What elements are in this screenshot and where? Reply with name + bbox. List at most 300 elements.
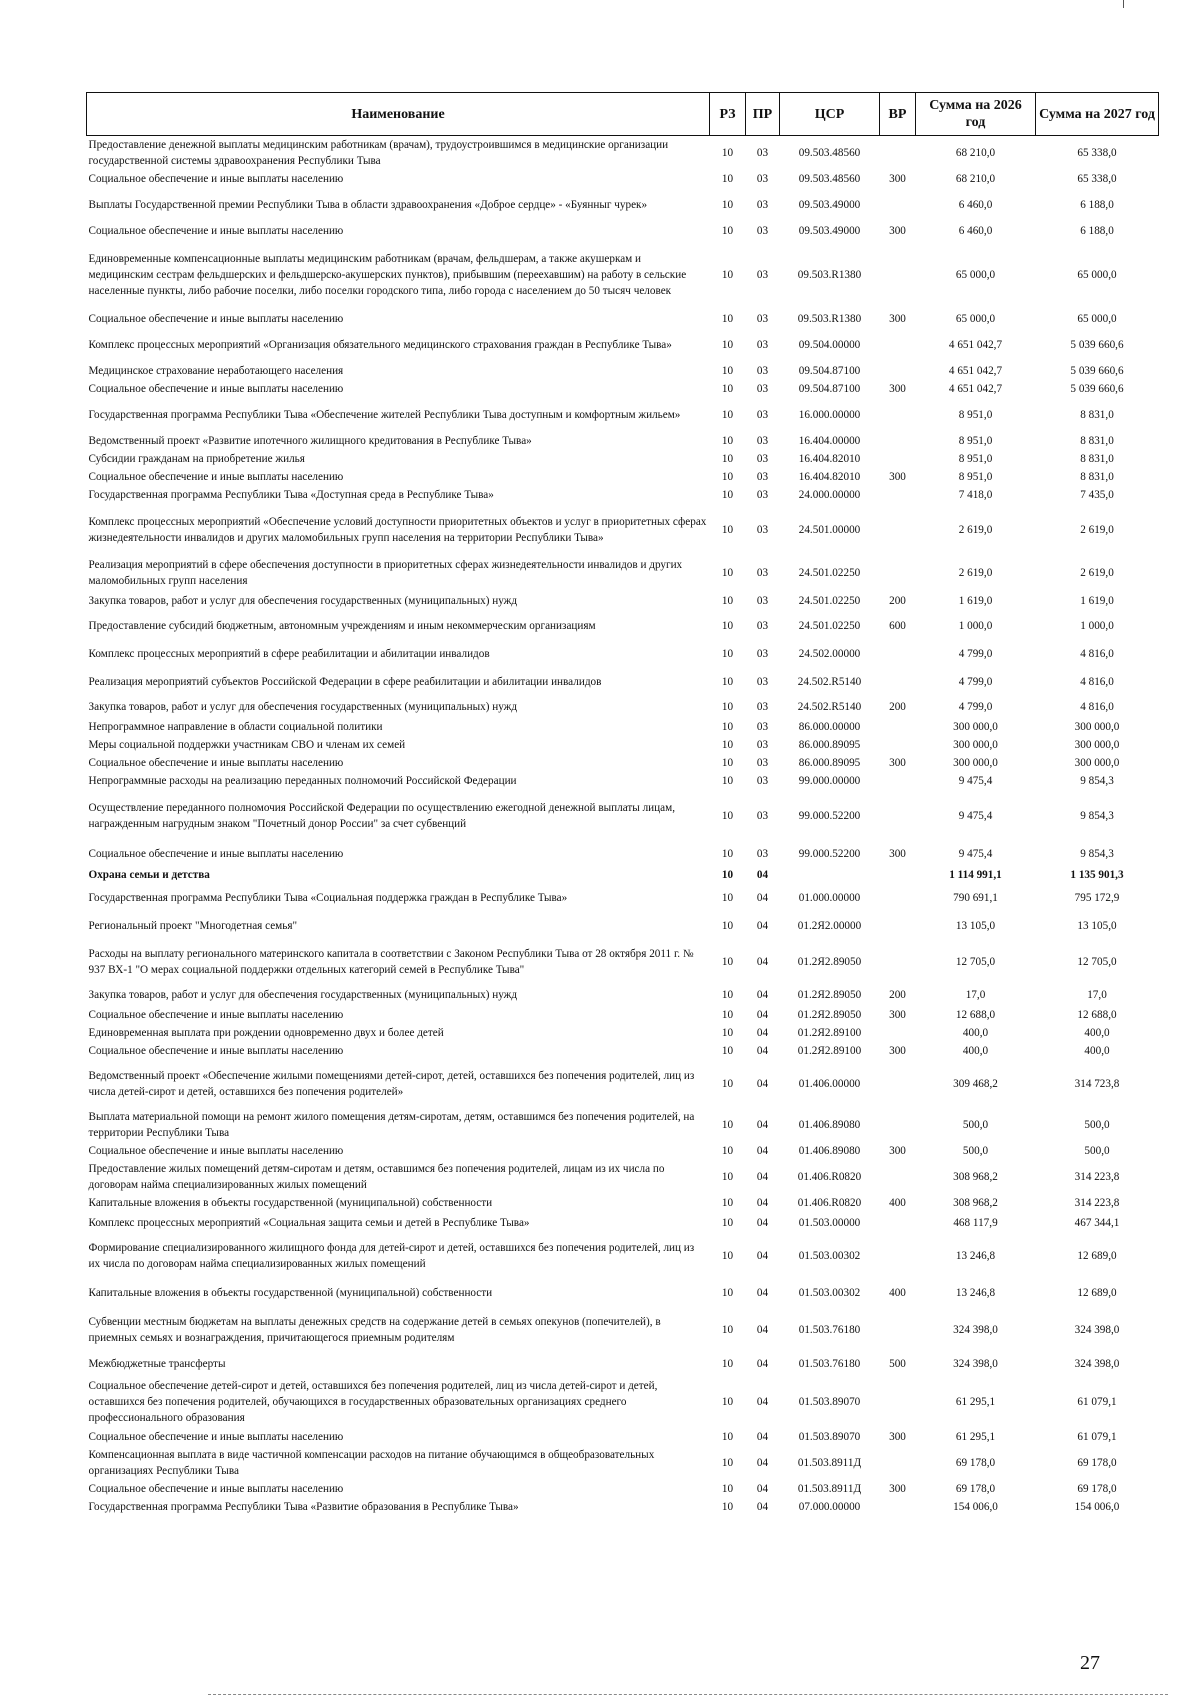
row-vr bbox=[880, 884, 916, 912]
table-row bbox=[87, 1376, 1159, 1428]
table-row bbox=[87, 772, 1159, 790]
row-csr: 01.2Я2.00000 bbox=[797, 920, 862, 932]
row-pr: 03 bbox=[756, 757, 769, 769]
row-sum-2026: 300 000,0 bbox=[953, 739, 998, 751]
row-sum-2027: 65 338,0 bbox=[1077, 173, 1117, 185]
row-sum-2027: 795 172,9 bbox=[1074, 892, 1120, 904]
row-sum-2027: 1 000,0 bbox=[1080, 620, 1114, 632]
row-csr: 24.501.00000 bbox=[798, 524, 861, 536]
row-rz: 10 bbox=[721, 524, 734, 536]
row-pr: 04 bbox=[756, 1483, 769, 1495]
row-sum-2026: 4 799,0 bbox=[958, 701, 993, 713]
row-rz: 10 bbox=[721, 1078, 734, 1090]
row-pr: 03 bbox=[756, 147, 769, 159]
row-vr bbox=[880, 1024, 916, 1042]
row-sum-2027: 61 079,1 bbox=[1077, 1431, 1117, 1443]
row-sum-2027: 500,0 bbox=[1084, 1145, 1110, 1157]
row-sum-2026: 9 475,4 bbox=[958, 848, 993, 860]
row-sum-2027: 69 178,0 bbox=[1077, 1483, 1117, 1495]
row-pr: 04 bbox=[756, 1250, 769, 1262]
row-csr: 24.501.02250 bbox=[798, 595, 861, 607]
header-rz: РЗ bbox=[710, 93, 746, 136]
row-sum-2027: 65 338,0 bbox=[1077, 147, 1117, 159]
row-vr: 300 bbox=[889, 848, 906, 860]
row-sum-2026: 300 000,0 bbox=[953, 757, 998, 769]
row-pr: 04 bbox=[756, 1027, 769, 1039]
row-pr: 03 bbox=[756, 409, 769, 421]
row-sum-2026: 9 475,4 bbox=[958, 810, 993, 822]
row-sum-2027: 9 854,3 bbox=[1080, 775, 1114, 787]
row-vr: 300 bbox=[889, 1431, 906, 1443]
row-sum-2026: 400,0 bbox=[962, 1027, 989, 1039]
row-name: Социальное обеспечение и иные выплаты населению bbox=[88, 848, 344, 860]
row-name: Региональный проект "Многодетная семья" bbox=[88, 920, 298, 932]
row-sum-2026: 500,0 bbox=[962, 1145, 989, 1157]
row-rz: 10 bbox=[721, 435, 734, 447]
row-pr: 04 bbox=[756, 1457, 769, 1469]
header-pr: ПР bbox=[746, 93, 780, 136]
row-name: Социальное обеспечение и иные выплаты населению bbox=[88, 1145, 344, 1157]
table-row bbox=[87, 754, 1159, 772]
row-rz: 10 bbox=[721, 489, 734, 501]
row-vr bbox=[880, 136, 916, 171]
row-vr bbox=[880, 1108, 916, 1142]
row-csr: 01.2Я2.89050 bbox=[797, 956, 862, 968]
row-rz: 10 bbox=[721, 595, 734, 607]
row-pr: 04 bbox=[756, 1171, 769, 1183]
row-rz: 10 bbox=[721, 1483, 734, 1495]
row-sum-2027: 300 000,0 bbox=[1074, 721, 1120, 733]
row-sum-2027: 17,0 bbox=[1087, 989, 1107, 1001]
row-sum-2026: 12 705,0 bbox=[955, 956, 996, 968]
row-name: Закупка товаров, работ и услуг для обеспечения государственных (муниципальных) нужд bbox=[88, 989, 518, 1001]
row-vr bbox=[880, 1376, 916, 1428]
row-sum-2027: 314 223,8 bbox=[1074, 1197, 1120, 1209]
row-pr: 03 bbox=[756, 225, 769, 237]
row-sum-2026: 7 418,0 bbox=[958, 489, 993, 501]
row-rz: 10 bbox=[721, 1197, 734, 1209]
table-row bbox=[87, 432, 1159, 450]
row-rz: 10 bbox=[721, 920, 734, 932]
row-rz: 10 bbox=[721, 1457, 734, 1469]
header-sum-2027: Сумма на 2027 год bbox=[1036, 93, 1159, 136]
row-sum-2027: 13 105,0 bbox=[1077, 920, 1117, 932]
row-sum-2027: 8 831,0 bbox=[1080, 453, 1114, 465]
row-name: Комплекс процессных мероприятий «Обеспечение условий доступности приоритетных объектов и услуг в приоритетных сферах жизнедеятельности инвалидов и других маломобильных групп населения на территории Республики Тыва» bbox=[88, 516, 707, 544]
row-rz: 10 bbox=[721, 757, 734, 769]
row-name: Выплаты Государственной премии Республики Тыва в области здравоохранения «Доброе сердце» - «Буянныг чурек» bbox=[88, 199, 648, 211]
table-row bbox=[87, 1352, 1159, 1376]
row-sum-2026: 154 006,0 bbox=[953, 1501, 998, 1513]
row-sum-2027: 12 688,0 bbox=[1077, 1009, 1117, 1021]
row-rz: 10 bbox=[721, 620, 734, 632]
row-csr: 16.000.00000 bbox=[798, 409, 861, 421]
row-vr bbox=[880, 398, 916, 432]
row-csr: 01.2Я2.89050 bbox=[797, 1009, 862, 1021]
row-rz: 10 bbox=[721, 1009, 734, 1021]
row-pr: 04 bbox=[756, 956, 769, 968]
row-sum-2026: 13 246,8 bbox=[955, 1250, 996, 1262]
row-vr bbox=[880, 556, 916, 590]
row-name: Капитальные вложения в объекты государственной (муниципальной) собственности bbox=[88, 1197, 493, 1209]
row-csr: 07.000.00000 bbox=[798, 1501, 861, 1513]
table-row bbox=[87, 556, 1159, 590]
table-row bbox=[87, 1308, 1159, 1352]
table-row bbox=[87, 328, 1159, 362]
row-name: Ведомственный проект «Развитие ипотечного жилищного кредитования в Республике Тыва» bbox=[88, 435, 532, 447]
row-rz: 10 bbox=[721, 453, 734, 465]
table-row bbox=[87, 1446, 1159, 1480]
row-rz: 10 bbox=[721, 339, 734, 351]
table-row bbox=[87, 1480, 1159, 1498]
table-row bbox=[87, 362, 1159, 380]
row-sum-2027: 6 188,0 bbox=[1080, 199, 1114, 211]
row-pr: 03 bbox=[756, 365, 769, 377]
row-sum-2027: 314 223,8 bbox=[1074, 1171, 1120, 1183]
row-sum-2026: 324 398,0 bbox=[953, 1358, 998, 1370]
row-vr bbox=[880, 640, 916, 668]
row-pr: 04 bbox=[756, 1078, 769, 1090]
table-body bbox=[87, 136, 1159, 1517]
row-csr: 01.503.76180 bbox=[798, 1358, 861, 1370]
row-sum-2026: 400,0 bbox=[962, 1045, 989, 1057]
row-name: Закупка товаров, работ и услуг для обеспечения государственных (муниципальных) нужд bbox=[88, 595, 518, 607]
row-vr bbox=[880, 188, 916, 222]
table-row bbox=[87, 1006, 1159, 1024]
row-csr: 86.000.89095 bbox=[798, 757, 861, 769]
row-pr: 04 bbox=[756, 1324, 769, 1336]
row-rz: 10 bbox=[721, 147, 734, 159]
table-row bbox=[87, 612, 1159, 640]
row-rz: 10 bbox=[721, 701, 734, 713]
table-row bbox=[87, 468, 1159, 486]
row-csr: 01.2Я2.89100 bbox=[797, 1045, 862, 1057]
table-row bbox=[87, 450, 1159, 468]
budget-document bbox=[86, 92, 1158, 1516]
row-name: Охрана семьи и детства bbox=[88, 869, 210, 881]
row-vr: 300 bbox=[889, 757, 906, 769]
row-vr bbox=[880, 486, 916, 504]
row-pr: 04 bbox=[756, 1217, 769, 1229]
row-csr: 09.504.00000 bbox=[798, 339, 861, 351]
row-vr: 200 bbox=[889, 989, 906, 1001]
row-name: Формирование специализированного жилищного фонда для детей-сирот и детей, оставшихся без попечения родителей, лиц из их числа по договорам найма специализированных жилых помещений bbox=[88, 1242, 695, 1270]
table-row bbox=[87, 240, 1159, 310]
row-rz: 10 bbox=[721, 956, 734, 968]
row-name: Непрограммные расходы на реализацию переданных полномочий Российской Федерации bbox=[88, 775, 517, 787]
row-rz: 10 bbox=[721, 1501, 734, 1513]
row-sum-2026: 2 619,0 bbox=[958, 524, 993, 536]
table-row bbox=[87, 1194, 1159, 1212]
table-row bbox=[87, 984, 1159, 1006]
row-csr: 09.503.R1380 bbox=[797, 269, 862, 281]
row-vr: 200 bbox=[889, 595, 906, 607]
row-name: Компенсационная выплата в виде частичной компенсации расходов на питание обучающимся в общеобразовательных организациях Республики Тыва bbox=[88, 1449, 655, 1477]
row-rz: 10 bbox=[721, 199, 734, 211]
row-pr: 04 bbox=[756, 1145, 769, 1157]
table-row bbox=[87, 640, 1159, 668]
row-csr: 24.502.R5140 bbox=[797, 676, 862, 688]
row-sum-2027: 12 689,0 bbox=[1077, 1250, 1117, 1262]
row-name: Ведомственный проект «Обеспечение жилыми помещениями детей-сирот, детей, оставшихся без попечения родителей, лиц из числа детей-сирот и детей, оставшихся без попечения родителей» bbox=[88, 1070, 695, 1098]
row-name: Социальное обеспечение и иные выплаты населению bbox=[88, 173, 344, 185]
row-vr: 300 bbox=[889, 173, 906, 185]
row-csr: 01.503.8911Д bbox=[797, 1483, 862, 1495]
row-pr: 03 bbox=[756, 313, 769, 325]
row-pr: 03 bbox=[756, 701, 769, 713]
row-vr bbox=[880, 1212, 916, 1234]
row-sum-2027: 5 039 660,6 bbox=[1070, 365, 1124, 377]
table-row bbox=[87, 398, 1159, 432]
row-pr: 03 bbox=[756, 173, 769, 185]
row-name: Субвенции местным бюджетам на выплаты денежных средств на содержание детей в семьях опекунов (попечителей), в приемных семьях и вознаграждения, причитающегося приемным родителям bbox=[88, 1316, 661, 1344]
row-rz: 10 bbox=[721, 869, 734, 881]
row-csr: 01.406.00000 bbox=[798, 1078, 861, 1090]
table-row bbox=[87, 696, 1159, 718]
row-csr bbox=[780, 866, 880, 884]
row-csr: 24.502.R5140 bbox=[797, 701, 862, 713]
row-name: Социальное обеспечение и иные выплаты населению bbox=[88, 1045, 344, 1057]
table-row bbox=[87, 590, 1159, 612]
table-row bbox=[87, 842, 1159, 866]
row-pr: 03 bbox=[756, 199, 769, 211]
row-vr bbox=[880, 328, 916, 362]
row-vr bbox=[880, 1060, 916, 1108]
row-name: Социальное обеспечение и иные выплаты населению bbox=[88, 471, 344, 483]
row-pr: 03 bbox=[756, 471, 769, 483]
row-csr: 01.2Я2.89100 bbox=[797, 1027, 862, 1039]
row-csr: 16.404.82010 bbox=[798, 453, 861, 465]
row-pr: 03 bbox=[756, 435, 769, 447]
row-sum-2027: 5 039 660,6 bbox=[1070, 339, 1124, 351]
row-csr: 86.000.89095 bbox=[798, 739, 861, 751]
row-name: Предоставление денежной выплаты медицинским работникам (врачам), трудоустроившимся в медицинские организации государственной системы здравоохранения Республики Тыва bbox=[88, 139, 669, 167]
row-name: Социальное обеспечение детей-сирот и детей, оставшихся без попечения родителей, лиц из числа детей-сирот и детей, оставшихся без попечения родителей, обучающихся в государственных образовательных организациях среднего профессионального образования bbox=[88, 1380, 658, 1424]
row-sum-2026: 4 651 042,7 bbox=[948, 383, 1003, 395]
table-row bbox=[87, 1212, 1159, 1234]
row-csr: 09.503.49000 bbox=[798, 199, 861, 211]
row-sum-2027: 65 000,0 bbox=[1077, 313, 1117, 325]
row-sum-2026: 13 105,0 bbox=[955, 920, 996, 932]
row-sum-2027: 8 831,0 bbox=[1080, 471, 1114, 483]
row-name: Непрограммное направление в области социальной политики bbox=[88, 721, 383, 733]
row-rz: 10 bbox=[721, 1145, 734, 1157]
row-csr: 01.503.00000 bbox=[798, 1217, 861, 1229]
row-name: Социальное обеспечение и иные выплаты населению bbox=[88, 313, 344, 325]
row-vr bbox=[880, 450, 916, 468]
row-pr: 03 bbox=[756, 620, 769, 632]
table-row bbox=[87, 486, 1159, 504]
row-sum-2026: 1 619,0 bbox=[958, 595, 993, 607]
table-row bbox=[87, 736, 1159, 754]
row-name: Субсидии гражданам на приобретение жилья bbox=[88, 453, 305, 465]
row-csr: 01.406.R0820 bbox=[797, 1197, 862, 1209]
row-name: Социальное обеспечение и иные выплаты населению bbox=[88, 1431, 344, 1443]
row-csr: 01.406.89080 bbox=[798, 1119, 861, 1131]
row-pr: 04 bbox=[756, 1287, 769, 1299]
row-name: Социальное обеспечение и иные выплаты населению bbox=[88, 1483, 344, 1495]
row-sum-2026: 468 117,9 bbox=[953, 1217, 998, 1229]
row-rz: 10 bbox=[721, 1045, 734, 1057]
row-sum-2027: 154 006,0 bbox=[1074, 1501, 1120, 1513]
row-sum-2026: 4 651 042,7 bbox=[948, 339, 1003, 351]
row-sum-2026: 324 398,0 bbox=[953, 1324, 998, 1336]
row-rz: 10 bbox=[721, 739, 734, 751]
row-rz: 10 bbox=[721, 775, 734, 787]
row-name: Закупка товаров, работ и услуг для обеспечения государственных (муниципальных) нужд bbox=[88, 701, 518, 713]
row-csr: 09.503.49000 bbox=[798, 225, 861, 237]
row-name: Реализация мероприятий в сфере обеспечения доступности в приоритетных сферах жизнедеятельности инвалидов и других маломобильных групп населения bbox=[88, 559, 683, 587]
row-pr: 04 bbox=[756, 1045, 769, 1057]
row-vr: 300 bbox=[889, 383, 906, 395]
row-vr: 300 bbox=[889, 471, 906, 483]
row-rz: 10 bbox=[721, 848, 734, 860]
row-sum-2026: 500,0 bbox=[962, 1119, 989, 1131]
row-name: Предоставление субсидий бюджетным, автономным учреждениям и иным некоммерческим организациям bbox=[88, 620, 596, 632]
row-sum-2027: 467 344,1 bbox=[1074, 1217, 1120, 1229]
row-pr: 03 bbox=[756, 676, 769, 688]
row-sum-2026: 8 951,0 bbox=[958, 435, 993, 447]
row-vr bbox=[880, 1234, 916, 1278]
row-name: Социальное обеспечение и иные выплаты населению bbox=[88, 225, 344, 237]
row-rz: 10 bbox=[721, 1396, 734, 1408]
row-sum-2027: 300 000,0 bbox=[1074, 739, 1120, 751]
row-rz: 10 bbox=[721, 892, 734, 904]
row-sum-2026: 12 688,0 bbox=[955, 1009, 996, 1021]
row-pr: 03 bbox=[756, 524, 769, 536]
bottom-dashed-rule bbox=[208, 1694, 1168, 1695]
table-row bbox=[87, 668, 1159, 696]
row-sum-2027: 5 039 660,6 bbox=[1070, 383, 1124, 395]
row-rz: 10 bbox=[721, 313, 734, 325]
row-sum-2026: 308 968,2 bbox=[953, 1197, 998, 1209]
table-row bbox=[87, 1042, 1159, 1060]
row-csr: 09.503.48560 bbox=[798, 147, 861, 159]
row-vr bbox=[880, 668, 916, 696]
row-sum-2026: 65 000,0 bbox=[955, 313, 996, 325]
row-rz: 10 bbox=[721, 383, 734, 395]
row-vr bbox=[880, 1498, 916, 1516]
row-sum-2026: 69 178,0 bbox=[955, 1483, 996, 1495]
row-name: Государственная программа Республики Тыва «Обеспечение жителей Республики Тыва доступным и комфортным жильем» bbox=[88, 409, 681, 421]
row-name: Государственная программа Республики Тыва «Доступная среда в Республике Тыва» bbox=[88, 489, 494, 501]
row-sum-2027: 324 398,0 bbox=[1074, 1358, 1120, 1370]
row-sum-2026: 69 178,0 bbox=[955, 1457, 996, 1469]
table-row bbox=[87, 866, 1159, 884]
row-csr: 99.000.00000 bbox=[798, 775, 861, 787]
row-sum-2026: 6 460,0 bbox=[958, 199, 993, 211]
row-vr bbox=[880, 1308, 916, 1352]
row-pr: 04 bbox=[756, 1358, 769, 1370]
header-sum-2026: Сумма на 2026 год bbox=[916, 93, 1036, 136]
row-sum-2027: 4 816,0 bbox=[1080, 676, 1114, 688]
table-header-row bbox=[87, 93, 1159, 136]
row-csr: 01.503.76180 bbox=[798, 1324, 861, 1336]
row-pr: 04 bbox=[756, 1197, 769, 1209]
row-sum-2027: 1 619,0 bbox=[1080, 595, 1114, 607]
row-sum-2027: 61 079,1 bbox=[1077, 1396, 1117, 1408]
row-name: Межбюджетные трансферты bbox=[88, 1358, 226, 1370]
row-vr: 300 bbox=[889, 313, 906, 325]
row-pr: 03 bbox=[756, 489, 769, 501]
row-sum-2026: 8 951,0 bbox=[958, 471, 993, 483]
row-name: Выплата материальной помощи на ремонт жилого помещения детям-сиротам, детям, оставшимся без попечения родителей, на территории Республики Тыва bbox=[88, 1111, 695, 1139]
table-row bbox=[87, 380, 1159, 398]
row-sum-2026: 9 475,4 bbox=[958, 775, 993, 787]
row-vr: 300 bbox=[889, 1145, 906, 1157]
row-sum-2026: 2 619,0 bbox=[958, 567, 993, 579]
row-name: Социальное обеспечение и иные выплаты населению bbox=[88, 1009, 344, 1021]
row-sum-2026: 4 799,0 bbox=[958, 676, 993, 688]
row-sum-2027: 12 689,0 bbox=[1077, 1287, 1117, 1299]
row-vr bbox=[880, 912, 916, 940]
row-sum-2027: 1 135 901,3 bbox=[1070, 869, 1124, 881]
row-vr: 400 bbox=[889, 1287, 906, 1299]
row-vr bbox=[880, 1160, 916, 1194]
row-pr: 04 bbox=[756, 892, 769, 904]
row-vr: 500 bbox=[889, 1358, 906, 1370]
table-row bbox=[87, 1108, 1159, 1142]
table-row bbox=[87, 1498, 1159, 1516]
row-vr bbox=[880, 240, 916, 310]
row-sum-2026: 8 951,0 bbox=[958, 453, 993, 465]
row-sum-2026: 65 000,0 bbox=[955, 269, 996, 281]
row-rz: 10 bbox=[721, 1324, 734, 1336]
row-rz: 10 bbox=[721, 471, 734, 483]
row-csr: 24.502.00000 bbox=[798, 648, 861, 660]
row-sum-2026: 1 000,0 bbox=[958, 620, 993, 632]
row-rz: 10 bbox=[721, 567, 734, 579]
table-row bbox=[87, 1428, 1159, 1446]
row-name: Реализация мероприятий субъектов Российской Федерации в сфере реабилитации и абилитации инвалидов bbox=[88, 676, 602, 688]
table-row bbox=[87, 136, 1159, 171]
header-vr: ВР bbox=[880, 93, 916, 136]
row-vr: 300 bbox=[889, 1009, 906, 1021]
row-name: Государственная программа Республики Тыва «Развитие образования в Республике Тыва» bbox=[88, 1501, 519, 1513]
row-sum-2026: 4 799,0 bbox=[958, 648, 993, 660]
row-sum-2027: 314 723,8 bbox=[1074, 1078, 1120, 1090]
row-pr: 03 bbox=[756, 810, 769, 822]
row-csr: 01.503.8911Д bbox=[797, 1457, 862, 1469]
row-vr bbox=[880, 718, 916, 736]
row-rz: 10 bbox=[721, 989, 734, 1001]
row-pr: 03 bbox=[756, 453, 769, 465]
row-csr: 01.000.00000 bbox=[798, 892, 861, 904]
row-sum-2026: 61 295,1 bbox=[955, 1431, 996, 1443]
row-sum-2026: 4 651 042,7 bbox=[948, 365, 1003, 377]
row-sum-2026: 309 468,2 bbox=[953, 1078, 998, 1090]
row-sum-2027: 4 816,0 bbox=[1080, 648, 1114, 660]
row-sum-2027: 400,0 bbox=[1084, 1045, 1110, 1057]
table-row bbox=[87, 1060, 1159, 1108]
row-csr: 01.503.00302 bbox=[798, 1287, 861, 1299]
top-edge-mark bbox=[1123, 0, 1124, 8]
row-rz: 10 bbox=[721, 1431, 734, 1443]
row-sum-2026: 17,0 bbox=[965, 989, 986, 1001]
row-pr: 04 bbox=[756, 1119, 769, 1131]
row-csr: 01.503.00302 bbox=[798, 1250, 861, 1262]
row-vr: 600 bbox=[889, 620, 906, 632]
row-rz: 10 bbox=[721, 1171, 734, 1183]
row-sum-2027: 9 854,3 bbox=[1080, 848, 1114, 860]
row-rz: 10 bbox=[721, 676, 734, 688]
row-pr: 04 bbox=[756, 869, 769, 881]
row-sum-2027: 324 398,0 bbox=[1074, 1324, 1120, 1336]
row-name: Социальное обеспечение и иные выплаты населению bbox=[88, 383, 344, 395]
row-vr: 400 bbox=[889, 1197, 906, 1209]
row-vr bbox=[880, 940, 916, 984]
row-sum-2027: 6 188,0 bbox=[1080, 225, 1114, 237]
